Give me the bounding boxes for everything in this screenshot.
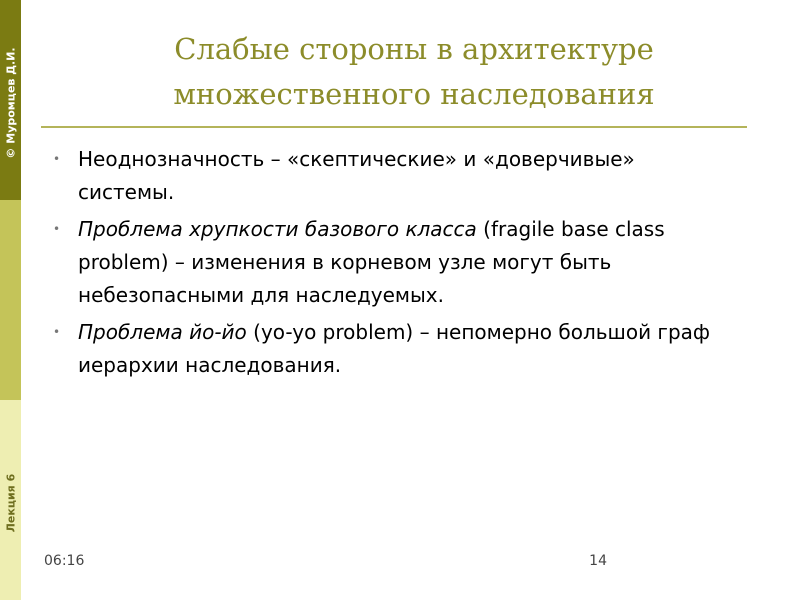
- page-number: 14: [589, 553, 607, 569]
- slide-title-line-2: множественного наследования: [173, 77, 655, 111]
- bullet-dot-icon: •: [53, 222, 61, 236]
- lecture-label: Лекция 6: [4, 473, 17, 533]
- bullet-dot-icon: •: [53, 152, 61, 166]
- bullet-dot-icon: •: [53, 325, 61, 339]
- bullet-term: Проблема йо-йо: [78, 320, 247, 344]
- bullet-term: Проблема хрупкости базового класса: [78, 217, 477, 241]
- title-divider: [41, 126, 747, 128]
- footer-time: 06:16: [44, 553, 85, 569]
- bullet-text: (fragile base class problem) – изменения в корневом узле могут быть небезопасными для наследуемых.: [78, 217, 665, 307]
- sidebar-middle-band: [0, 200, 21, 400]
- bullet-list: [44, 143, 734, 386]
- bullet-item-yo-yo: [44, 316, 734, 382]
- bullet-item-fragile-base-class: [44, 213, 734, 312]
- slide-title-line-1: Слабые стороны в архитектуре: [174, 32, 654, 66]
- slide-title: [40, 27, 788, 117]
- sidebar: [0, 0, 21, 600]
- copyright-label: © Муромцев Д.И.: [4, 47, 17, 159]
- bullet-item-ambiguity: [44, 143, 734, 209]
- bullet-text: (yo-yo problem) – непомерно большой граф иерархии наследования.: [78, 320, 710, 377]
- bullet-text: Неоднозначность – «скептические» и «доверчивые» системы.: [78, 147, 635, 204]
